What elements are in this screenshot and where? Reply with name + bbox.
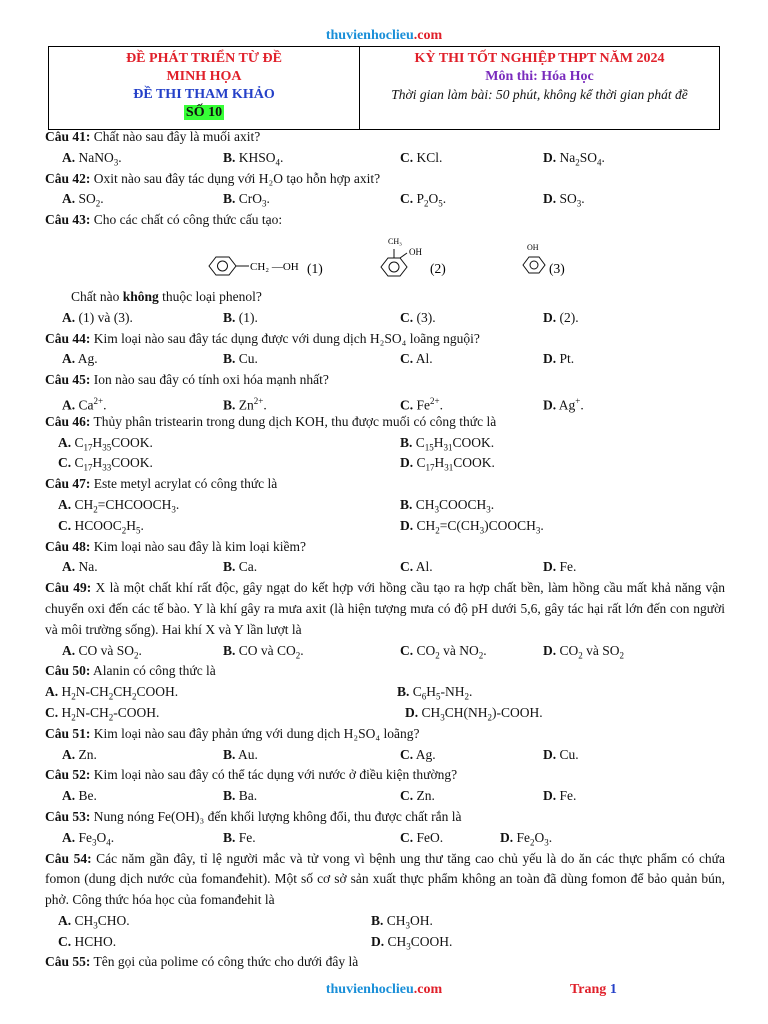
question-list (45, 127, 725, 973)
options-53: A. $Fe_3O_4$. B. Fe. C. FeO. D. $Fe_2O_3$. (62, 829, 553, 848)
options-47-ab: A. $CH_2=CHCOOCH_3$. B. $CH_3COOCH_3$. (58, 496, 495, 515)
ch3-label: CH₃ (388, 236, 402, 246)
header-minhhoa: MINH HỌA (166, 69, 242, 84)
question-47: Câu 47: Este metyl acrylat có công thức là (45, 476, 278, 492)
question-48: Câu 48: Kim loại nào sau đây là kim loại kiềm? (45, 538, 306, 554)
options-46-cd: C. $C_{17}H_{33}COOK$. D. $C_{17}H_{31}COOK$. (58, 455, 495, 474)
header-thamkhao: ĐỀ THI THAM KHẢO (133, 87, 275, 102)
question-55: Câu 55: Tên gọi của polime có công thức cho dưới đây là (45, 954, 359, 970)
structure-1-label: (1) (307, 260, 323, 276)
question-46: Câu 46: Thủy phân tristearin trong dung dịch KOH, thu được muối có công thức là (45, 413, 497, 429)
structure-3-label: (3) (549, 260, 565, 276)
options-54-cd: C. HCHO. D. $CH_3COOH$. (58, 933, 453, 952)
header-origin: ĐỀ PHÁT TRIỂN TỪ ĐỀ (126, 51, 282, 66)
options-45: A. $Ca^{2+}$. B. $Zn^{2+}$. C. $Fe^{2+}$. D. Ag+. (62, 395, 584, 413)
question-51: Câu 51: Kim loại nào sau đây phản ứng với dung dịch H₂SO₄ loãng? (45, 725, 420, 741)
header-subject: Môn thi: Hóa Học (485, 69, 594, 84)
question-52: Câu 52: Kim loại nào sau đây có thể tác dụng với nước ở điều kiện thường? (45, 767, 458, 783)
page-footer (0, 982, 768, 1002)
options-52: A. Be. B. Ba. C. Zn. D. Fe. (62, 788, 577, 804)
header-exam-title: KỲ THI TỐT NGHIỆP THPT NĂM 2024 (414, 51, 665, 66)
footer-site: thuvienhoclieu.com (325, 982, 443, 997)
site-header: thuvienhoclieu.com (325, 28, 443, 43)
options-49: A. CO và $SO_2$. B. CO và $CO_2$. C. $CO_2$ và $NO_2$. D. $CO_2$ và $SO_2$ (62, 642, 625, 661)
page-number: Trang 1 (570, 982, 617, 997)
structural-formulas (45, 231, 725, 287)
options-47-cd: C. $HCOOC_2H_5$. D. $CH_2=C(CH_3)COOCH_3$. (58, 517, 544, 536)
question-44: Câu 44: Kim loại nào sau đây tác dụng được với dung dịch H₂SO₄ loãng nguội? (45, 330, 480, 346)
question-43: Câu 43: Cho các chất có công thức cấu tạo: (45, 212, 283, 228)
header-duration: Thời gian làm bài: 50 phút, không kể thời gian phát đề (391, 87, 688, 102)
question-54: Câu 54: Các năm gần đây, tỉ lệ người mắc và tử vong vì bệnh ung thư tăng cao chủ yếu là do ăn các thực phẩm có chứa fomon (dung dịch nước của fomanđehit). Một số cơ sở sản xuất thực phẩm không an toàn đã dùng fomon để bảo quản bún, phở. Công thức hóa học của fomanđehit là (45, 850, 725, 908)
options-43: A. (1) và (3). B. (1). C. (3). D. (2). (62, 309, 579, 325)
exam-header-right (360, 47, 719, 129)
oh-label-2: OH (409, 246, 422, 257)
question-41: Câu 41: Chất nào sau đây là muối axit? (45, 129, 261, 144)
options-41: A. NaNO$_3$. B. $KHSO_4$. C. KCl. D. $Na_2SO_4$. (62, 149, 605, 168)
question-53: Câu 53: Nung nóng Fe(OH)₃ đến khối lượng không đổi, thu được chất rắn là (45, 808, 462, 824)
exam-header-left (49, 47, 360, 129)
options-50-cd: C. $H_2N-CH_2$-COOH. D. $CH_3CH(NH_2)$-COOH. (45, 704, 543, 723)
options-42: A. $SO_2$. B. CrO$_3$. C. $P_2O_5$. D. $SO_3$. (62, 191, 585, 210)
oh-label-3: OH (527, 242, 539, 252)
question-42: Câu 42: Oxit nào sau đây tác dụng với H₂O tạo hỗn hợp axit? (45, 170, 381, 186)
structures-43 (45, 231, 725, 287)
ch2oh-label: CH₂ —OH (250, 260, 299, 273)
question-43-sub: Chất nào không thuộc loại phenol? (71, 288, 262, 304)
options-48: A. Na. B. Ca. C. Al. D. Fe. (62, 559, 577, 575)
options-54-ab: A. $CH_3CHO$. B. $CH_3OH$. (58, 912, 433, 931)
options-51: A. Zn. B. Au. C. Ag. D. Cu. (62, 746, 579, 762)
question-49: Câu 49: X là một chất khí rất độc, gây ngạt do kết hợp với hồng cầu tạo ra hợp chất bền, làm hồng cầu mất khả năng vận chuyển oxi đến các tế bào. Y là khí gây ra mưa axit (là hiện tượng mưa có độ pH dưới 5,6, gây tác hại rất lớn đến con người và môi trường sống). Hai khí X và Y lần lượt là (45, 580, 725, 637)
structure-2-label: (2) (430, 260, 446, 276)
exam-header-table (48, 46, 720, 130)
header-exam-number: SỐ 10 (185, 105, 223, 120)
question-50: Câu 50: Alanin có công thức là (45, 663, 216, 679)
options-46-ab: A. $C_{17}H_{35}COOK$. B. $C_{15}H_{31}COOK$. (58, 434, 495, 453)
options-44: A. Ag. B. Cu. C. Al. D. Pt. (62, 351, 575, 367)
options-50-ab: A. $H_2N-CH_2CH_2COOH$. B. $C_6H_5-NH_2$. (45, 684, 473, 702)
question-45: Câu 45: Ion nào sau đây có tính oxi hóa mạnh nhất? (45, 372, 329, 388)
